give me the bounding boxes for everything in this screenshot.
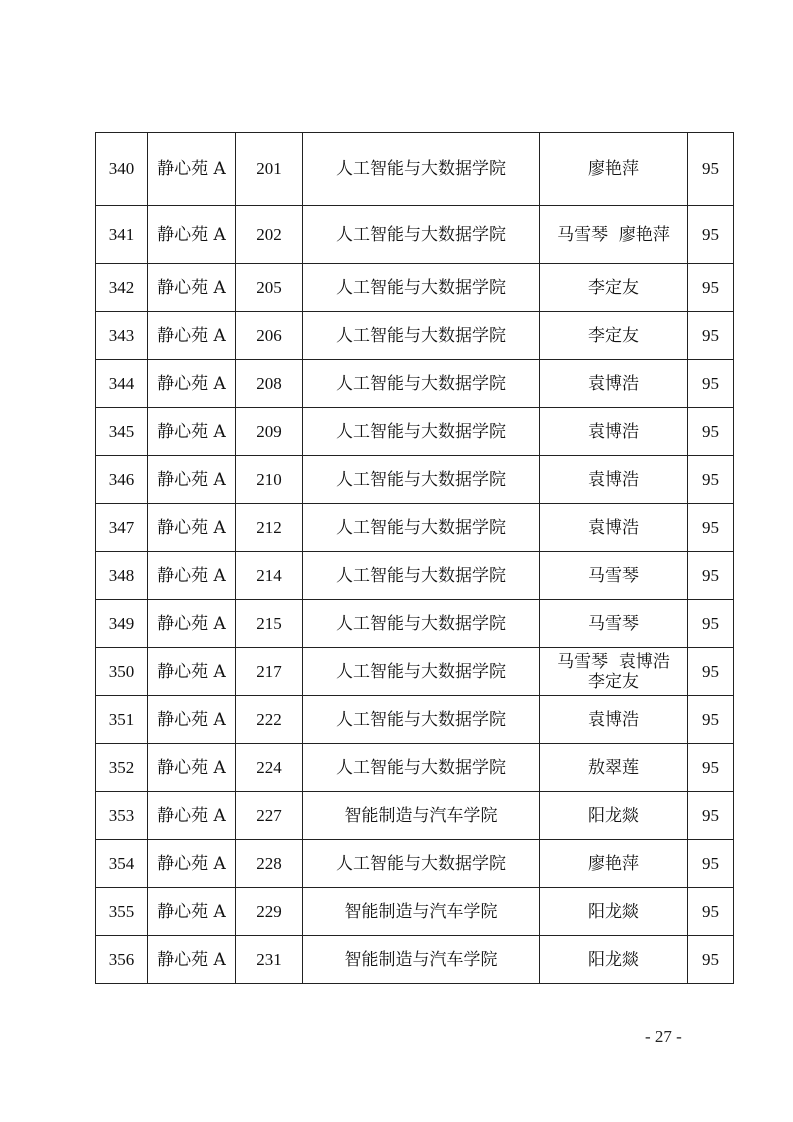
building-cell: 静心苑 A — [148, 312, 236, 360]
room-cell: 215 — [236, 600, 303, 648]
building-cell: 静心苑 A — [148, 133, 236, 206]
score-cell: 95 — [688, 888, 734, 936]
score-cell: 95 — [688, 504, 734, 552]
building-cell: 静心苑 A — [148, 744, 236, 792]
college-cell: 智能制造与汽车学院 — [303, 888, 540, 936]
building-cell: 静心苑 A — [148, 360, 236, 408]
teacher-cell: 袁博浩 — [540, 360, 688, 408]
table-row — [96, 264, 734, 312]
teacher-cell: 敖翠莲 — [540, 744, 688, 792]
college-cell: 人工智能与大数据学院 — [303, 206, 540, 264]
score-cell: 95 — [688, 840, 734, 888]
room-cell: 231 — [236, 936, 303, 984]
building-cell: 静心苑 A — [148, 206, 236, 264]
score-cell: 95 — [688, 696, 734, 744]
room-cell: 214 — [236, 552, 303, 600]
table-row — [96, 888, 734, 936]
row-number: 349 — [96, 600, 148, 648]
college-cell: 人工智能与大数据学院 — [303, 133, 540, 206]
teacher-cell: 马雪琴 — [540, 552, 688, 600]
teacher-cell: 袁博浩 — [540, 504, 688, 552]
room-cell: 205 — [236, 264, 303, 312]
college-cell: 人工智能与大数据学院 — [303, 264, 540, 312]
building-cell: 静心苑 A — [148, 840, 236, 888]
row-number: 352 — [96, 744, 148, 792]
table-row — [96, 312, 734, 360]
room-cell: 228 — [236, 840, 303, 888]
college-cell: 人工智能与大数据学院 — [303, 600, 540, 648]
table-row — [96, 840, 734, 888]
table-row — [96, 133, 734, 206]
college-cell: 人工智能与大数据学院 — [303, 456, 540, 504]
table-row — [96, 360, 734, 408]
college-cell: 智能制造与汽车学院 — [303, 936, 540, 984]
building-cell: 静心苑 A — [148, 552, 236, 600]
table-row — [96, 696, 734, 744]
score-cell: 95 — [688, 206, 734, 264]
table-row — [96, 408, 734, 456]
college-cell: 人工智能与大数据学院 — [303, 360, 540, 408]
college-cell: 人工智能与大数据学院 — [303, 840, 540, 888]
row-number: 340 — [96, 133, 148, 206]
score-cell: 95 — [688, 744, 734, 792]
college-cell: 人工智能与大数据学院 — [303, 552, 540, 600]
teacher-line: 马雪琴 袁博浩 — [557, 651, 670, 672]
table-row — [96, 206, 734, 264]
row-number: 347 — [96, 504, 148, 552]
building-cell: 静心苑 A — [148, 696, 236, 744]
teacher-cell: 袁博浩 — [540, 696, 688, 744]
building-cell: 静心苑 A — [148, 264, 236, 312]
row-number: 356 — [96, 936, 148, 984]
row-number: 344 — [96, 360, 148, 408]
teacher-cell: 袁博浩 — [540, 408, 688, 456]
table-row — [96, 552, 734, 600]
building-cell: 静心苑 A — [148, 936, 236, 984]
table-row — [96, 456, 734, 504]
score-cell: 95 — [688, 133, 734, 206]
building-cell: 静心苑 A — [148, 648, 236, 696]
score-cell: 95 — [688, 312, 734, 360]
row-number: 343 — [96, 312, 148, 360]
page-number: - 27 - — [645, 1027, 682, 1046]
row-number: 342 — [96, 264, 148, 312]
score-cell: 95 — [688, 456, 734, 504]
college-cell: 人工智能与大数据学院 — [303, 648, 540, 696]
room-cell: 212 — [236, 504, 303, 552]
row-number: 351 — [96, 696, 148, 744]
building-cell: 静心苑 A — [148, 456, 236, 504]
teacher-cell: 廖艳萍 — [540, 840, 688, 888]
table-row — [96, 792, 734, 840]
teacher-cell: 廖艳萍 — [540, 133, 688, 206]
college-cell: 智能制造与汽车学院 — [303, 792, 540, 840]
room-cell: 222 — [236, 696, 303, 744]
college-cell: 人工智能与大数据学院 — [303, 408, 540, 456]
room-cell: 208 — [236, 360, 303, 408]
row-number: 348 — [96, 552, 148, 600]
room-cell: 217 — [236, 648, 303, 696]
dormitory-score-table — [95, 132, 734, 984]
score-cell: 95 — [688, 936, 734, 984]
teacher-cell: 李定友 — [540, 264, 688, 312]
room-cell: 224 — [236, 744, 303, 792]
teacher-cell: 阳龙燚 — [540, 792, 688, 840]
room-cell: 229 — [236, 888, 303, 936]
college-cell: 人工智能与大数据学院 — [303, 312, 540, 360]
score-cell: 95 — [688, 600, 734, 648]
score-cell: 95 — [688, 360, 734, 408]
teacher-cell: 马雪琴 廖艳萍 — [540, 206, 688, 264]
teacher-cell: 阳龙燚 — [540, 936, 688, 984]
row-number: 350 — [96, 648, 148, 696]
table-row — [96, 936, 734, 984]
table-row — [96, 600, 734, 648]
table-row — [96, 504, 734, 552]
room-cell: 210 — [236, 456, 303, 504]
row-number: 341 — [96, 206, 148, 264]
row-number: 345 — [96, 408, 148, 456]
score-cell: 95 — [688, 648, 734, 696]
room-cell: 209 — [236, 408, 303, 456]
building-cell: 静心苑 A — [148, 408, 236, 456]
room-cell: 202 — [236, 206, 303, 264]
room-cell: 206 — [236, 312, 303, 360]
building-cell: 静心苑 A — [148, 600, 236, 648]
teacher-cell: 李定友 — [540, 312, 688, 360]
table-row — [96, 648, 734, 696]
college-cell: 人工智能与大数据学院 — [303, 696, 540, 744]
college-cell: 人工智能与大数据学院 — [303, 744, 540, 792]
score-cell: 95 — [688, 552, 734, 600]
building-cell: 静心苑 A — [148, 888, 236, 936]
room-cell: 227 — [236, 792, 303, 840]
teacher-cell — [540, 648, 688, 696]
college-cell: 人工智能与大数据学院 — [303, 504, 540, 552]
teacher-cell: 袁博浩 — [540, 456, 688, 504]
score-cell: 95 — [688, 408, 734, 456]
teacher-line: 李定友 — [588, 671, 639, 692]
score-cell: 95 — [688, 264, 734, 312]
room-cell: 201 — [236, 133, 303, 206]
row-number: 354 — [96, 840, 148, 888]
building-cell: 静心苑 A — [148, 504, 236, 552]
building-cell: 静心苑 A — [148, 792, 236, 840]
row-number: 355 — [96, 888, 148, 936]
teacher-cell: 马雪琴 — [540, 600, 688, 648]
row-number: 346 — [96, 456, 148, 504]
score-cell: 95 — [688, 792, 734, 840]
table-row — [96, 744, 734, 792]
teacher-cell: 阳龙燚 — [540, 888, 688, 936]
row-number: 353 — [96, 792, 148, 840]
